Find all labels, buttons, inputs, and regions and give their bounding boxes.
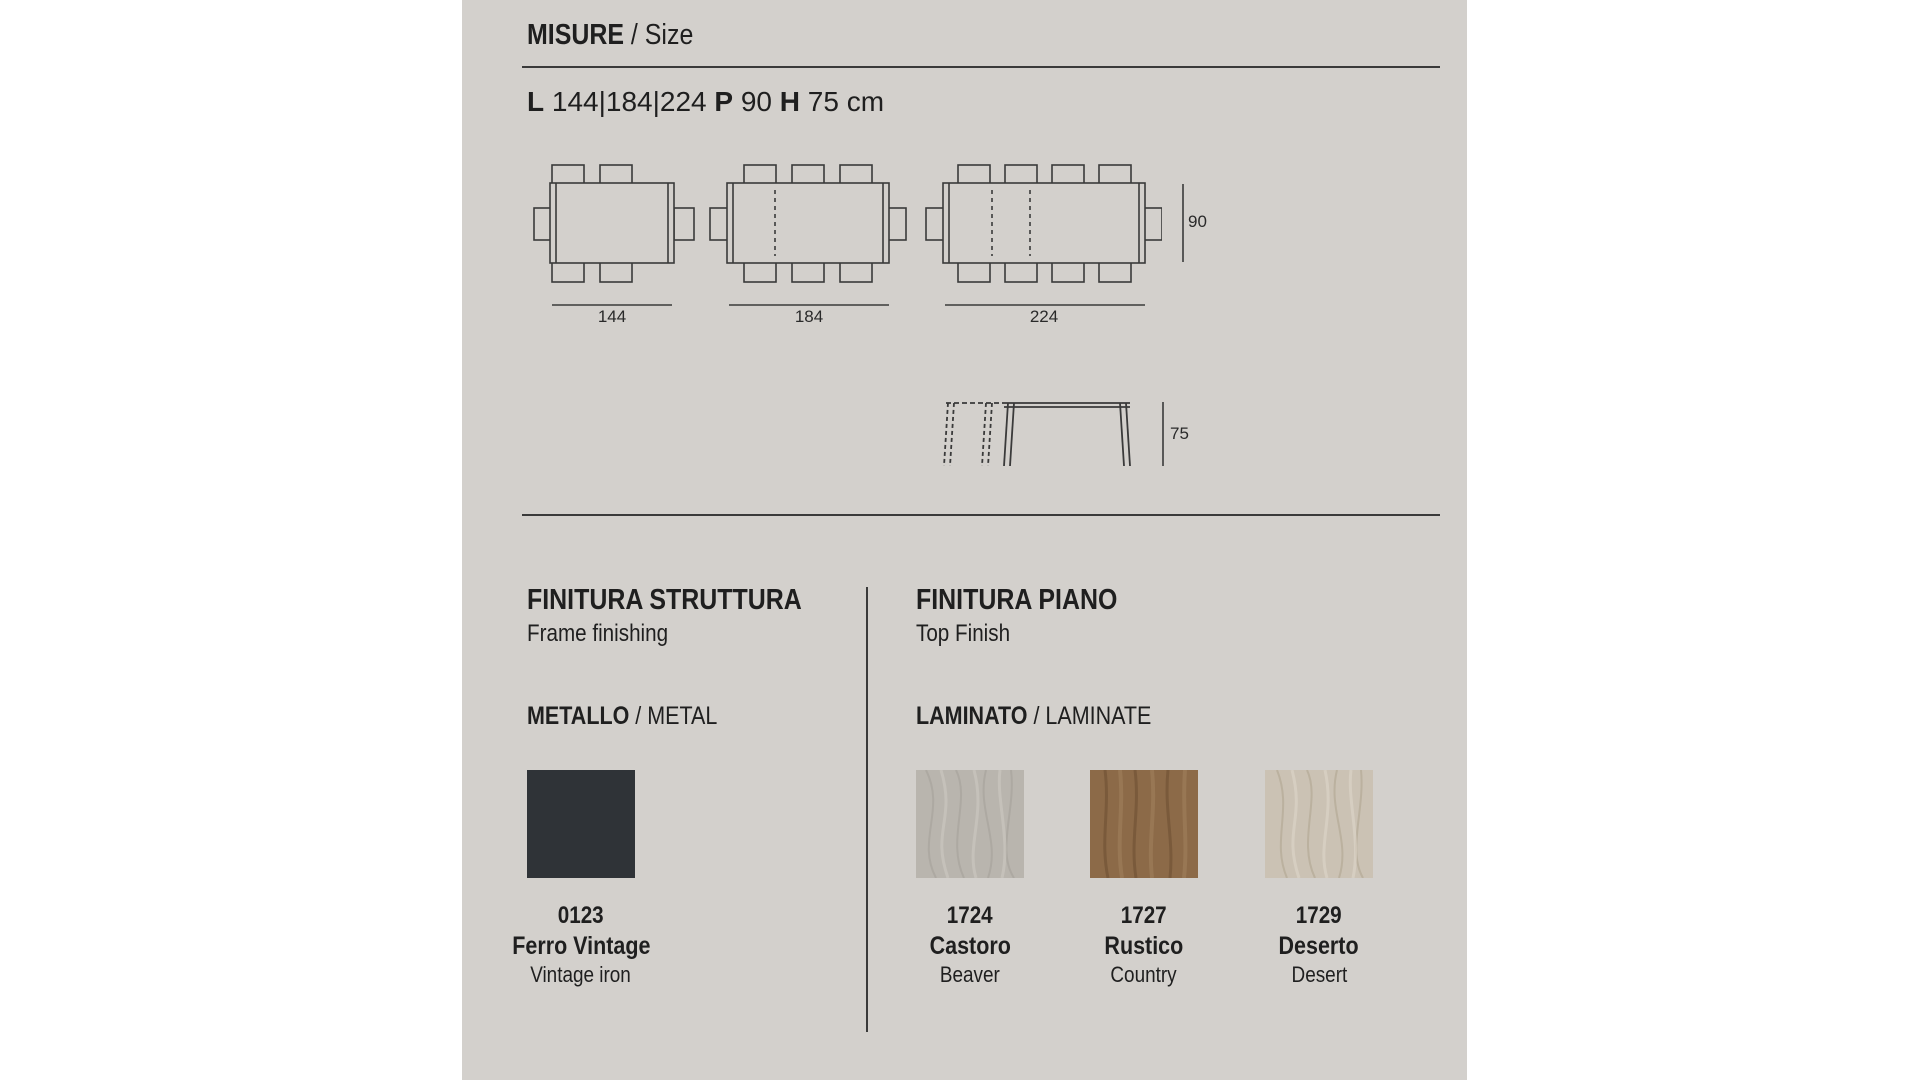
- section-divider: [522, 514, 1440, 516]
- swatch-code: 1724: [947, 902, 993, 929]
- column-divider: [866, 587, 868, 1032]
- top-category: LAMINATO / LAMINATE: [916, 702, 1152, 730]
- wood-grain-texture: [916, 770, 1024, 878]
- swatch-deserto[interactable]: [1265, 770, 1373, 878]
- depth-label: P: [714, 86, 734, 117]
- top-finish-title: FINITURA PIANO: [916, 584, 1118, 616]
- width-dimension-lines: [462, 300, 1222, 310]
- frame-finish-subtitle: Frame finishing: [527, 620, 669, 647]
- swatch-code: 0123: [558, 902, 604, 929]
- plan-table-184: [710, 165, 906, 282]
- dimensions-line: [527, 85, 884, 119]
- page-title: [527, 18, 720, 52]
- depth-dimension-line: [1180, 184, 1186, 264]
- title-light: Size: [644, 19, 694, 51]
- swatch-english-name: Country: [1110, 962, 1178, 987]
- swatch-name: Rustico: [1104, 932, 1184, 960]
- swatch-name: Ferro Vintage: [511, 932, 651, 960]
- header-divider: [522, 66, 1440, 68]
- swatch-code: 1727: [1121, 902, 1167, 929]
- plan-table-224: [926, 165, 1162, 282]
- height-value: 75 cm: [807, 86, 885, 117]
- swatch-castoro[interactable]: [916, 770, 1024, 878]
- plan-table-144: [534, 165, 694, 300]
- height-dimension-line: [1160, 402, 1166, 468]
- height-label: 75: [1170, 424, 1189, 443]
- swatch-name: Deserto: [1278, 932, 1360, 960]
- swatch-label-ferro-vintage: [496, 901, 666, 989]
- table-plan-drawings: [462, 150, 1162, 300]
- swatch-english-name: Desert: [1291, 962, 1347, 987]
- swatch-english-name: Beaver: [940, 962, 1000, 987]
- length-value: 144|184|224: [551, 86, 707, 117]
- swatch-name: Castoro: [929, 932, 1011, 960]
- width-label-144: 144: [597, 307, 627, 326]
- swatch-english-name: Vintage iron: [530, 962, 632, 987]
- swatch-label-rustico: [1059, 901, 1229, 989]
- swatch-label-castoro: [885, 901, 1055, 989]
- depth-value: 90: [740, 86, 772, 117]
- swatch-rustico[interactable]: [1090, 770, 1198, 878]
- swatch-label-deserto: [1234, 901, 1404, 989]
- swatch-ferro-vintage[interactable]: [527, 770, 635, 878]
- table-side-drawing: [942, 398, 1182, 468]
- title-separator: /: [624, 19, 645, 51]
- swatch-code: 1729: [1296, 902, 1342, 929]
- top-finish-subtitle: Top Finish: [916, 620, 1011, 647]
- title-bold: MISURE: [527, 19, 625, 51]
- frame-finish-title: FINITURA STRUTTURA: [527, 584, 802, 616]
- length-label: L: [527, 86, 545, 117]
- frame-category: METALLO / METAL: [527, 702, 718, 730]
- wood-grain-texture: [1090, 770, 1198, 878]
- depth-label: 90: [1188, 212, 1207, 231]
- spec-panel: [462, 0, 1467, 1080]
- width-label-224: 224: [1029, 307, 1059, 326]
- wood-grain-texture: [1265, 770, 1373, 878]
- width-label-184: 184: [794, 307, 824, 326]
- height-label: H: [779, 86, 801, 117]
